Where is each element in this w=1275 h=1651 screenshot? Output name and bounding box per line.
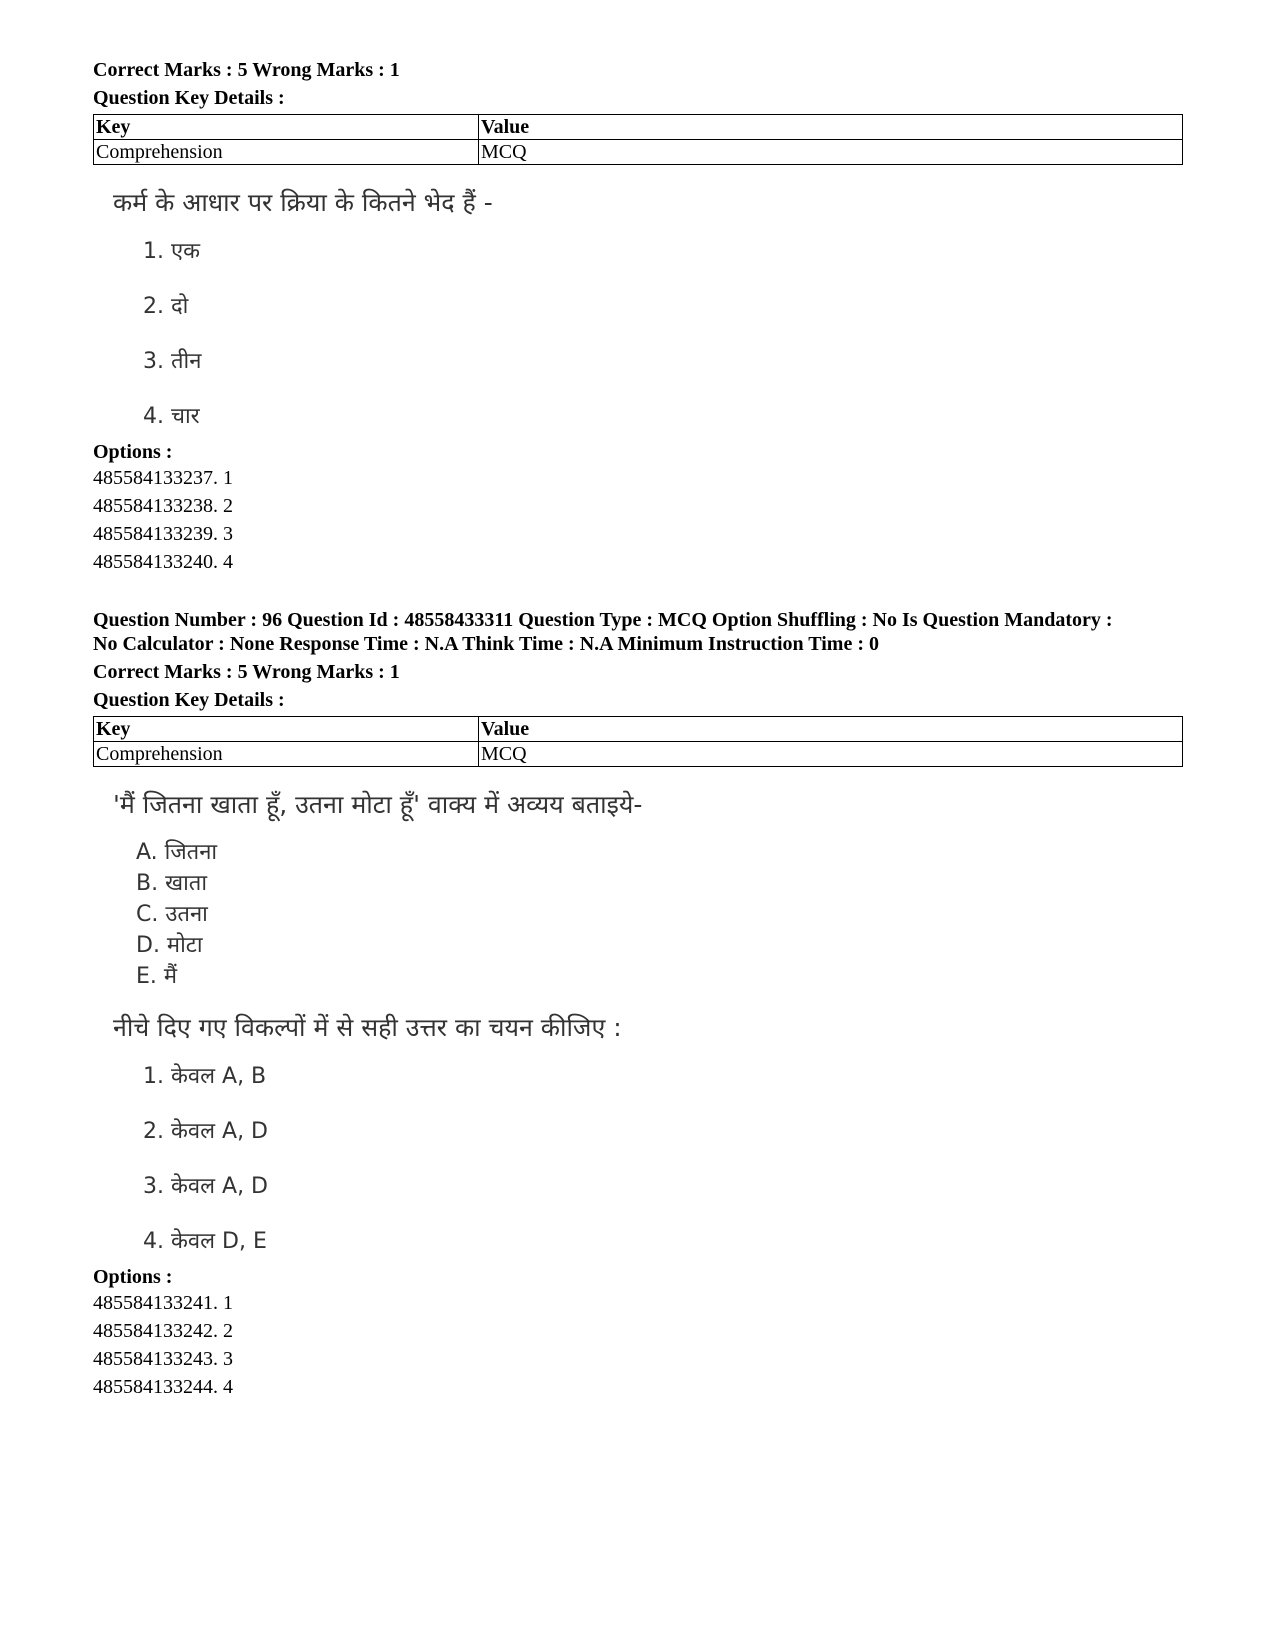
question-block-1 — [93, 58, 1183, 576]
choice-item: 3. तीन — [143, 349, 202, 374]
option-id-line: 485584133237. 1 — [93, 467, 233, 489]
choice-item: 1. केवल A, B — [143, 1064, 267, 1089]
question-text: कर्म के आधार पर क्रिया के कितने भेद हैं - — [113, 188, 493, 217]
statement-item: D. मोटा — [136, 933, 203, 958]
instruction-text: नीचे दिए गए विकल्पों में से सही उत्तर का चयन कीजिए : — [113, 1013, 622, 1042]
statement-item: C. उतना — [136, 902, 208, 927]
choice-item: 3. केवल A, D — [143, 1174, 268, 1199]
choice-item: 4. चार — [143, 404, 200, 429]
question-meta-line-1: Question Number : 96 Question Id : 48558433311 Question Type : MCQ Option Shuffling : No Is Question Mandatory : — [93, 609, 1113, 631]
table-cell-key: Comprehension — [94, 140, 479, 165]
options-label: Options : — [93, 441, 173, 463]
statement-list — [93, 837, 1183, 992]
table-header-row — [94, 115, 1183, 140]
key-details-table — [93, 114, 1183, 165]
statement-item: A. जितना — [136, 840, 218, 865]
option-id-line: 485584133239. 3 — [93, 523, 233, 545]
document-page — [93, 58, 1183, 1401]
table-row — [94, 140, 1183, 165]
table-header-key: Key — [94, 115, 479, 140]
question-block-2 — [93, 608, 1183, 1401]
choice-item: 1. एक — [143, 239, 201, 264]
marks-line: Correct Marks : 5 Wrong Marks : 1 — [93, 59, 400, 81]
table-header-value: Value — [479, 115, 1183, 140]
option-id-line: 485584133241. 1 — [93, 1292, 233, 1314]
option-id-line: 485584133242. 2 — [93, 1320, 233, 1342]
question-text: 'मैं जितना खाता हूँ, उतना मोटा हूँ' वाक्य में अव्यय बताइये- — [113, 790, 643, 819]
options-label: Options : — [93, 1266, 173, 1288]
choice-item: 2. केवल A, D — [143, 1119, 268, 1144]
marks-line: Correct Marks : 5 Wrong Marks : 1 — [93, 661, 400, 683]
option-id-line: 485584133238. 2 — [93, 495, 233, 517]
table-header-row — [94, 717, 1183, 742]
table-cell-key: Comprehension — [94, 742, 479, 767]
option-id-line: 485584133244. 4 — [93, 1376, 233, 1398]
question-meta-line-2: No Calculator : None Response Time : N.A Think Time : N.A Minimum Instruction Time : 0 — [93, 633, 879, 655]
key-details-table — [93, 716, 1183, 767]
table-header-value: Value — [479, 717, 1183, 742]
choice-list — [93, 1062, 1183, 1257]
key-details-label: Question Key Details : — [93, 689, 285, 711]
option-id-line: 485584133243. 3 — [93, 1348, 233, 1370]
statement-item: E. मैं — [136, 964, 178, 989]
key-details-label: Question Key Details : — [93, 87, 285, 109]
choice-list — [93, 237, 1183, 432]
table-row — [94, 742, 1183, 767]
choice-item: 4. केवल D, E — [143, 1229, 267, 1254]
table-cell-value: MCQ — [479, 742, 1183, 767]
statement-item: B. खाता — [136, 871, 208, 896]
option-id-line: 485584133240. 4 — [93, 551, 233, 573]
table-header-key: Key — [94, 717, 479, 742]
choice-item: 2. दो — [143, 294, 189, 319]
table-cell-value: MCQ — [479, 140, 1183, 165]
